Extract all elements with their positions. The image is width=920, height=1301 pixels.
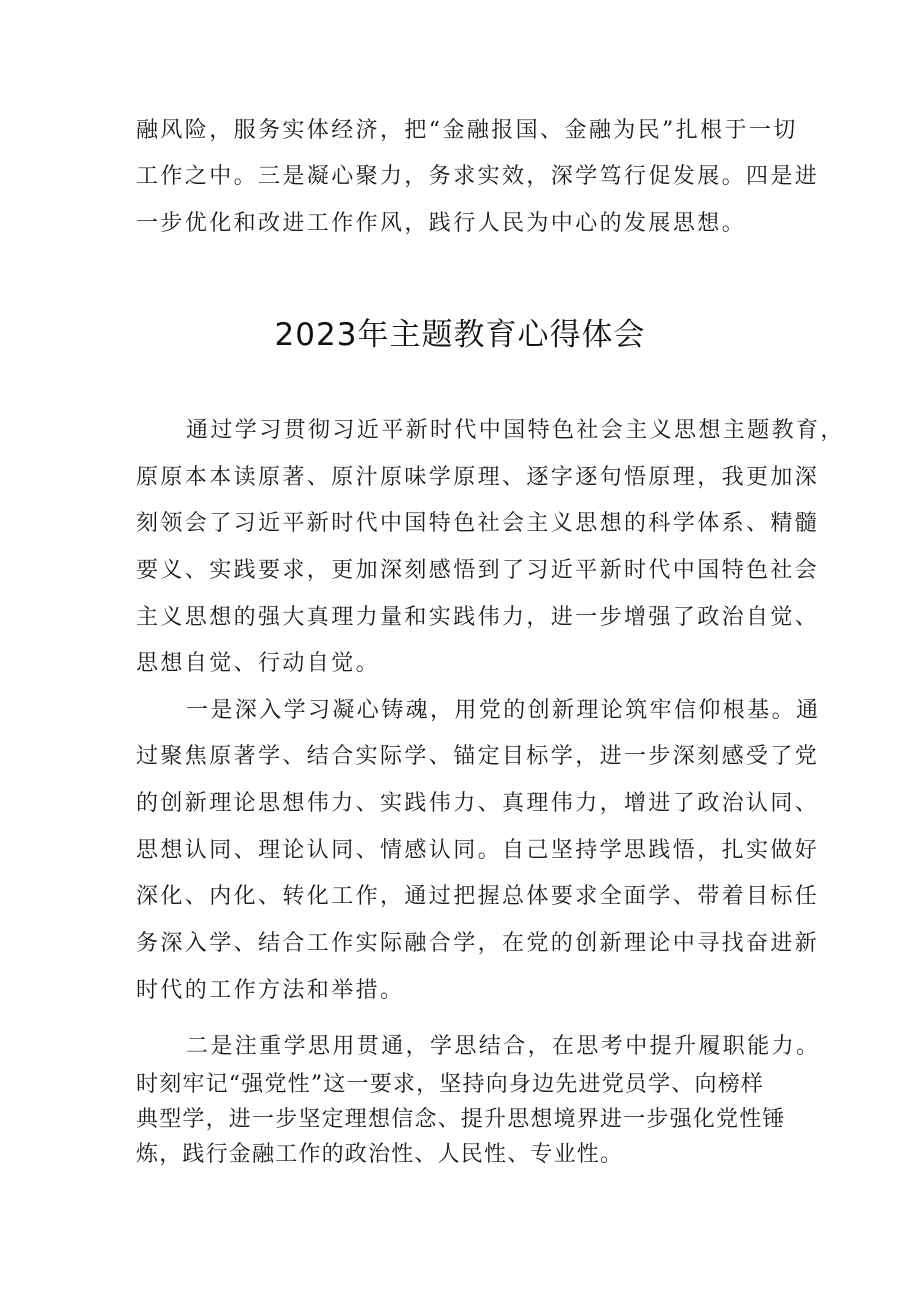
text-line: 典型学，进一步坚定理想信念、提升思想境界进一步强化党性锤 <box>136 1107 786 1132</box>
text-line: 务深入学、结合工作实际融合学，在党的创新理论中寻找奋进新 <box>136 931 820 956</box>
text-line: 时代的工作方法和举措。 <box>136 978 405 1003</box>
text-line: 主义思想的强大真理力量和实践伟力，进一步增强了政治自觉、 <box>136 605 820 630</box>
text-line: 一步优化和改进工作作风，践行人民为中心的发展思想。 <box>136 211 747 236</box>
document-title: 2023年主题教育心得体会 <box>274 317 646 353</box>
text-line: 深化、内化、转化工作，通过把握总体要求全面学、带着目标任 <box>136 884 820 909</box>
text-line: 原原本本读原著、原汁原味学原理、逐字逐句悟原理，我更加深 <box>136 465 820 490</box>
text-line: 炼，践行金融工作的政治性、人民性、专业性。 <box>136 1142 624 1167</box>
text-line: 要义、实践要求，更加深刻感悟到了习近平新时代中国特色社会 <box>136 558 820 583</box>
text-line: 工作之中。三是凝心聚力，务求实效，深学笃行促发展。四是进 <box>136 164 820 189</box>
text-line: 融风险，服务实体经济，把“金融报国、金融为民”扎根于一切 <box>136 118 798 143</box>
text-line: 过聚焦原著学、结合实际学、锚定目标学，进一步深刻感受了党 <box>136 744 820 769</box>
text-line: 思想自觉、行动自觉。 <box>136 651 381 676</box>
text-line: 思想认同、理论认同、情感认同。自己坚持学思践悟，扎实做好 <box>136 838 820 863</box>
text-line: 二是注重学思用贯通，学思结合，在思考中提升履职能力。 <box>186 1034 821 1059</box>
text-line: 通过学习贯彻习近平新时代中国特色社会主义思想主题教育， <box>186 418 845 443</box>
text-line: 的创新理论思想伟力、实践伟力、真理伟力，增进了政治认同、 <box>136 791 820 816</box>
text-line: 刻领会了习近平新时代中国特色社会主义思想的科学体系、精髓 <box>136 511 820 536</box>
text-line: 一是深入学习凝心铸魂，用党的创新理论筑牢信仰根基。通 <box>186 698 821 723</box>
text-line: 时刻牢记“强党性”这一要求，坚持向身边先进党员学、向榜样 <box>136 1072 765 1097</box>
